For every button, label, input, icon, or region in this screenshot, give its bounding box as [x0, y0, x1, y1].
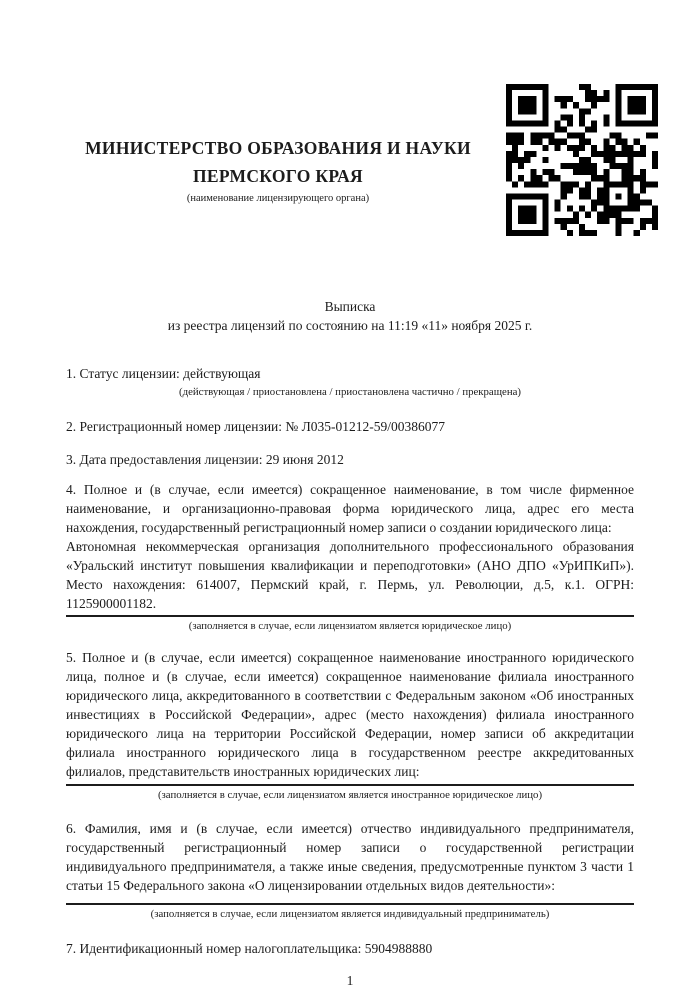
item-4-value: Автономная некоммерческая организация дополнительного профессионального образования «Уральский институт повышения квалификации и переподготовки» (АНО ДПО «УрИПКиП»). Место нахождения: 614007, Пермский край, г. Пермь, ул. Революции, д.5, к.1. ОГРН: 1125900001182.: [66, 537, 634, 617]
item-4-label: 4. Полное и (в случае, если имеется) сокращенное наименование, в том числе фирменное наименование, и организационно-правовая форма юридического лица, адрес его места нахождения, государственный регистрационный номер записи о создании юридического лица:: [66, 482, 634, 535]
item-1-caption: (действующая / приостановлена / приостановлена частично / прекращена): [179, 386, 521, 398]
licensing-authority-caption: (наименование лицензирующего органа): [186, 193, 370, 204]
item-6-caption: (заполняется в случае, если лицензиатом является индивидуальный предприниматель): [150, 908, 550, 920]
page-number: 1: [346, 973, 354, 988]
item-6-empty-value-line: [66, 895, 634, 905]
qr-code-svg: [506, 84, 658, 236]
item-2-registration-number: 2. Регистрационный номер лицензии: № Л035-01212-59/00386077: [66, 419, 446, 434]
item-1-license-status: 1. Статус лицензии: действующая: [66, 366, 261, 381]
qr-code-icon: [506, 84, 658, 236]
item-5-caption: (заполняется в случае, если лицензиатом является иностранное юридическое лицо): [157, 789, 543, 801]
document-title-line2: из реестра лицензий по состоянию на 11:19 «11» ноября 2025 г.: [167, 318, 533, 333]
licensing-authority-header: [66, 134, 490, 206]
document-title: [66, 297, 634, 335]
ministry-name-line2: ПЕРМСКОГО КРАЯ: [193, 166, 363, 186]
item-3-license-date: 3. Дата предоставления лицензии: 29 июня 2012: [66, 452, 344, 467]
item-5-label: 5. Полное и (в случае, если имеется) сокращенное наименование иностранного юридического лица, полное и (в случае, если имеется) сокращенное наименование филиала иностранного юридического лица, аккредитованного в соответствии с Федеральным законом «Об иностранных инвестициях в Российской Федерации», адрес (место нахождения) филиала иностранного юридического лица на территории Российской Федерации, номер записи об аккредитации филиала иностранного юридического лица в государственном реестре аккредитованных филиалов, представительств иностранных юридических лиц:: [66, 650, 634, 779]
item-4-caption: (заполняется в случае, если лицензиатом является юридическое лицо): [188, 620, 512, 632]
ministry-name-line1: МИНИСТЕРСТВО ОБРАЗОВАНИЯ И НАУКИ: [85, 138, 471, 158]
item-6-label: 6. Фамилия, имя и (в случае, если имеется) отчество индивидуального предпринимателя, государственный регистрационный номер записи о государственной регистрации индивидуального предпринимателя, а также иные сведения, предусмотренные пунктом 3 части 1 статьи 15 Федерального закона «О лицензировании отдельных видов деятельности»:: [66, 821, 634, 893]
document-title-line1: Выписка: [324, 299, 376, 314]
document-body: [66, 364, 634, 989]
item-7-taxpayer-number: 7. Идентификационный номер налогоплательщика: 5904988880: [66, 941, 433, 956]
